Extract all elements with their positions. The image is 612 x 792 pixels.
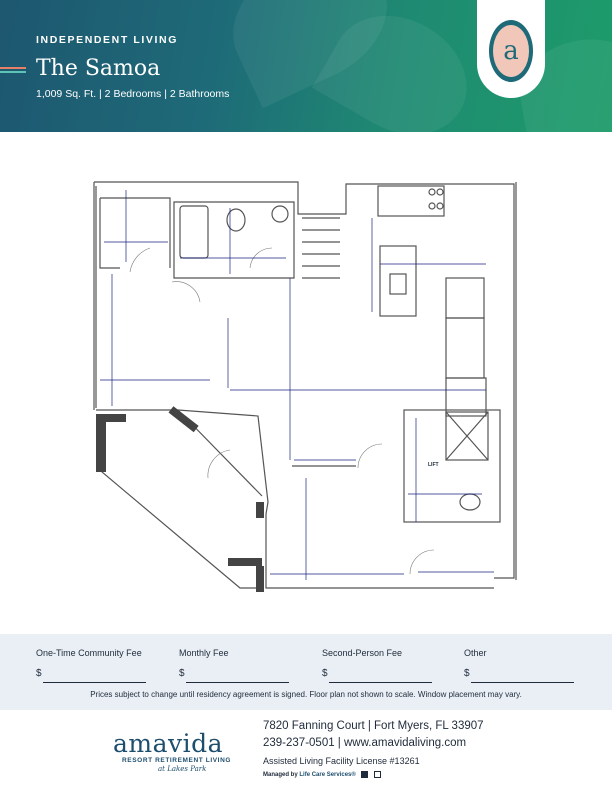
address-text: 7820 Fanning Court | Fort Myers, FL 33907 — [263, 720, 484, 732]
managed-by — [263, 771, 381, 778]
disclaimer-text: Prices subject to change until residency agreement is signed. Floor plan not shown to scale. Window placement may vary. — [90, 690, 522, 699]
kicker-text: INDEPENDENT LIVING — [36, 34, 178, 46]
page-subtitle: 1,009 Sq. Ft. | 2 Bedrooms | 2 Bathrooms — [36, 88, 230, 100]
logo-badge — [477, 0, 545, 98]
fee-label-community: One-Time Community Fee — [36, 648, 142, 658]
plan-window-frames — [96, 406, 264, 592]
fee-prefix: $ — [464, 668, 470, 679]
managed-company: Life Care Services® — [299, 772, 356, 779]
fee-input-monthly[interactable] — [186, 670, 289, 683]
fee-prefix: $ — [36, 668, 42, 679]
brand-signature: at Lakes Park — [158, 765, 207, 773]
floor-plan — [90, 178, 520, 600]
brand-tagline: RESORT RETIREMENT LIVING — [122, 757, 232, 764]
equal-housing-icon — [361, 771, 368, 778]
contact-text: 239-237-0501 | www.amavidaliving.com — [263, 737, 467, 749]
fee-input-community[interactable] — [43, 670, 146, 683]
managed-prefix: Managed by — [263, 772, 298, 779]
fee-prefix: $ — [322, 668, 328, 679]
header-band — [0, 0, 612, 132]
fee-label-second-person: Second-Person Fee — [322, 648, 403, 658]
license-text: Assisted Living Facility License #13261 — [263, 756, 420, 766]
fees-band — [0, 634, 612, 710]
fee-prefix: $ — [179, 668, 185, 679]
fee-label-other: Other — [464, 648, 487, 658]
brand-logo: amavida — [113, 729, 224, 758]
plan-walls — [94, 182, 516, 588]
badge-letter: a — [503, 36, 519, 66]
fee-label-monthly: Monthly Fee — [179, 648, 229, 658]
fee-input-other[interactable] — [471, 670, 574, 683]
accent-lines — [0, 67, 26, 75]
fee-input-second-person[interactable] — [329, 670, 432, 683]
page-title: The Samoa — [36, 56, 161, 81]
room-label-lift: LIFT — [428, 462, 439, 468]
accessibility-icon — [374, 771, 381, 778]
